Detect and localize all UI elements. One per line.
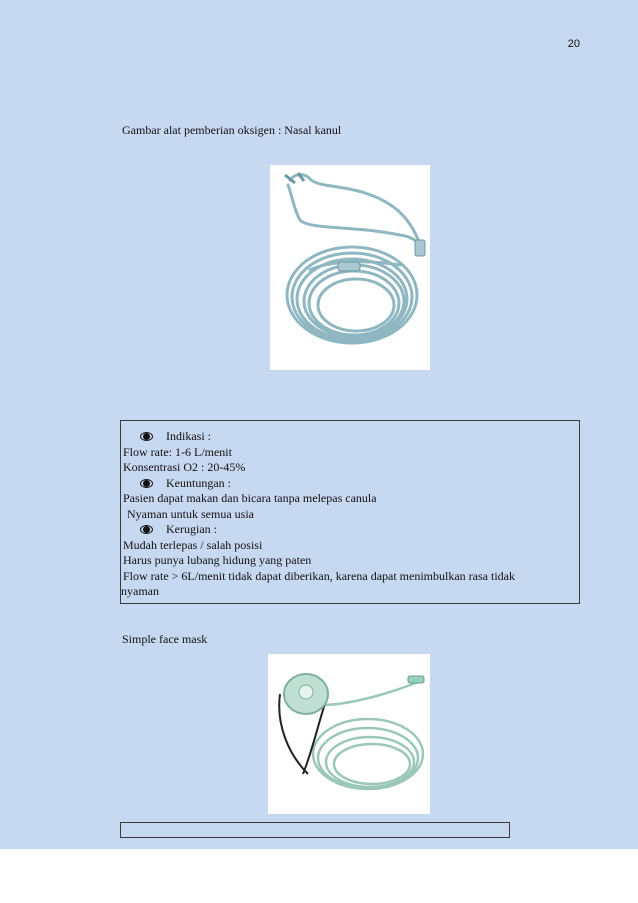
kerugian-bullet xyxy=(121,522,579,538)
nasal-cannula-caption: Gambar alat pemberian oksigen : Nasal kanul xyxy=(122,123,342,137)
nasal-cannula-photo xyxy=(270,165,430,370)
keuntungan-line: Nyaman untuk semua usia xyxy=(127,506,254,521)
indikasi-line: Flow rate: 1-6 L/menit xyxy=(123,444,232,459)
keuntungan-line: Pasien dapat makan dan bicara tanpa melepas canula xyxy=(123,491,377,505)
page-number: 20 xyxy=(567,38,580,50)
kerugian-heading: Kerugian : xyxy=(166,522,217,536)
indikasi-bullet xyxy=(121,429,579,445)
face-mask-info-box xyxy=(120,822,510,838)
face-mask-photo xyxy=(268,654,430,814)
kerugian-line: Flow rate > 6L/menit tidak dapat diberikan, karena dapat menimbulkan rasa tidak xyxy=(123,568,515,583)
bullet-icon xyxy=(143,433,150,440)
indikasi-line: Konsentrasi O2 : 20-45% xyxy=(123,460,246,474)
bullet-icon xyxy=(143,480,150,487)
indikasi-heading: Indikasi : xyxy=(166,429,211,443)
keuntungan-heading: Keuntungan : xyxy=(166,475,231,490)
keuntungan-bullet xyxy=(121,476,579,492)
bullet-icon xyxy=(143,526,150,533)
kerugian-line: Mudah terlepas / salah posisi xyxy=(123,537,263,552)
face-mask-caption: Simple face mask xyxy=(122,632,208,646)
nasal-cannula-info-box xyxy=(120,420,580,604)
kerugian-line: Harus punya lubang hidung yang paten xyxy=(123,553,312,567)
kerugian-line: nyaman xyxy=(121,584,159,598)
